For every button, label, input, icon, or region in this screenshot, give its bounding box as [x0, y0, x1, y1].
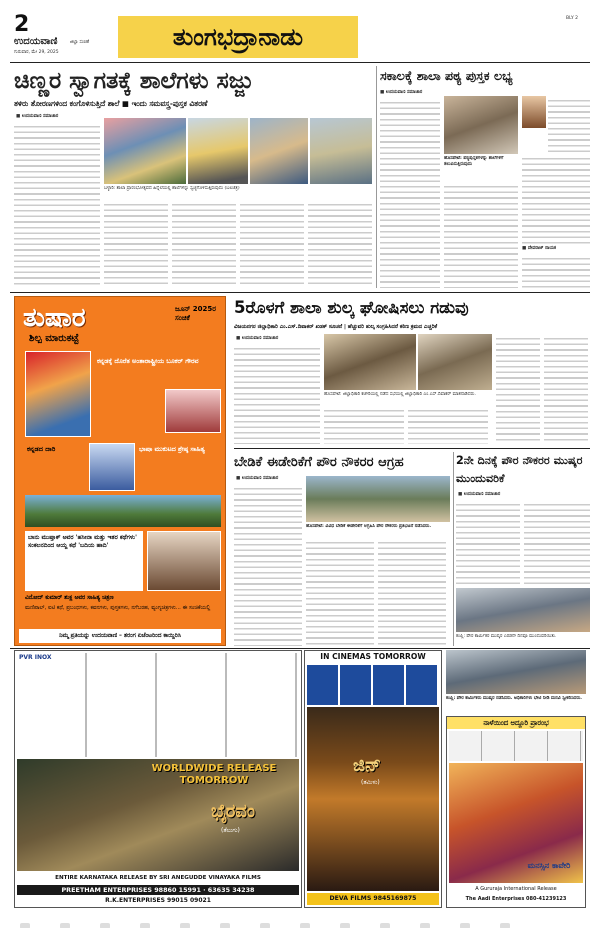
lead-photo-1 [104, 118, 186, 184]
side-body-col3 [522, 154, 590, 244]
side-author: ■ ದೇವರಾಜ್ ನಾಯಕ [522, 246, 557, 251]
ad-theatre-header: PVR INOX [19, 654, 52, 661]
lead-body-col1 [14, 122, 100, 288]
story3-byline: ■ ಉದಯವಾಣಿ ಸಮಾಚಾರ [236, 476, 279, 481]
ad-poster-tag: (ತಮಿಳು) [361, 779, 380, 786]
side-headline: ಸಕಾಲಕ್ಕೆ ಶಾಲಾ ಪಠ್ಯ ಪುಸ್ತಕ ಲಭ್ಯ [380, 68, 513, 83]
promo-landscape [25, 495, 221, 527]
side-body-col4 [522, 254, 590, 288]
right-caption: ಕಂಪ್ಲಿ: ಪೌರ ಕಾರ್ಮಿಕರು ಮುಷ್ಕರ ನಡೆಸಿದರು. ಅಧಿಕಾರಿಗಳು ಭೇಟಿ ನೀಡಿ ಮನವಿ ಸ್ವೀಕರಿಸಿದರು. [446, 696, 582, 701]
section-title: ತುಂಗಭದ್ರಾನಾಡು [172, 23, 304, 51]
promo-point-2: ಕನ್ನಡದ ದಾರಿ [27, 445, 56, 453]
story4-photo [456, 588, 590, 632]
side-photo [444, 96, 518, 154]
ad-cinema-banner: IN CINEMAS TOMORROW [305, 651, 441, 663]
promo-tagline: ಶಿಲ್ಪ ಮಾರುಕಟ್ಟೆ [29, 333, 79, 344]
ad-release-banner: WORLDWIDE RELEASE TOMORROW [151, 763, 277, 786]
side-body-col1 [380, 98, 440, 288]
story2-photo-2 [418, 334, 492, 390]
ad-kaveri [446, 716, 586, 908]
band-rule [10, 292, 590, 293]
promo-inset-photo [165, 389, 221, 433]
page-number: 2 [14, 12, 30, 37]
side-body-col2 [444, 182, 518, 288]
lead-photo-3 [250, 118, 308, 184]
story2-headline: 5ರೊಳಗೆ ಶಾಲಾ ಶುಲ್ಕ ಘೋಷಿಸಲು ಗಡುವು [234, 298, 469, 317]
promo-point-1: ಕನ್ನಡಕ್ಕೆ ದೊರೆತ ಅಂತಾರಾಷ್ಟ್ರೀಯ ಬೂಕರ್ ಗೌರವ [97, 357, 199, 365]
paper-name: ಉದಯವಾಣಿ [14, 36, 58, 47]
promo-point-4: ಬಾನು ಮುಷ್ತಾಕ್ ಅವರ 'ಹಸೀನಾ ಮತ್ತು ಇತರ ಕಥೆಗಳು' ಸಂಕಲನದಿಂದ ಆಯ್ದ ಕಥೆ 'ಬದಿಯ ಹಾದಿ' [25, 531, 143, 591]
ad-distributor: ENTIRE KARNATAKA RELEASE BY SRI ANEGUDDE VINAYAKA FILMS [17, 873, 299, 883]
side-portrait [522, 96, 546, 128]
promo-box [14, 296, 226, 646]
promo-point-5: ವಿನೋದ್ ಕುಮಾರ್ ಶುಕ್ಲ ಅವರ ಸಾಹಿತ್ಯ ಚಿತ್ರಣ [25, 595, 114, 601]
story2-body-col2 [324, 406, 492, 444]
story3-photo [306, 476, 450, 522]
ad-jinn [304, 650, 442, 908]
promo-footer: ನಿಮ್ಮ ಪ್ರತಿಯನ್ನು ಉದಯವಾಣಿ – ತರಂಗ ಏಜೆಂಟರಿಂದ ಕಾಯ್ದಿರಿಸಿ [19, 629, 221, 643]
story4-byline: ■ ಉದಯವಾಣಿ ಸಮಾಚಾರ [458, 492, 501, 497]
promo-point-6: ಮಣಿಪಾಲ್, ಐಟಿ ಕಥೆ, ಪ್ರಬಂಧಗಳು, ಕವನಗಳು, ಪುಸ್ತಕಗಳು, ನಗೆಬರಹ, ವ್ಯಂಗ್ಯಚಿತ್ರಗಳು... ಈ ಸಂಚಿಕೆಯಲ್ಲಿ [25, 605, 211, 611]
ad-movie-lang: (ತೆಲುಗು) [221, 827, 240, 834]
ad-kaveri-title: ಮನಸ್ಸಿನ ಕಾವೇರಿ [527, 861, 571, 870]
story2-body-col3 [496, 334, 590, 444]
lead-caption: ಬಳ್ಳಾರಿ: ಶಾಲಾ ಪ್ರಾರಂಭೋತ್ಸವದ ಹಿನ್ನೆಲೆಯಲ್ಲಿ ಶಾಲೆಗಳನ್ನು ಸ್ವಚ್ಛಗೊಳಿಸುತ್ತಿರುವುದು (ಬಲಚಿತ್ರ) [104, 186, 240, 191]
ad-kaveri-banner: ನಾಳೆಯಿಂದ ಅದ್ದೂರಿ ಪ್ರಾರಂಭ [447, 717, 585, 729]
story2-byline: ■ ಉದಯವಾಣಿ ಸಮಾಚಾರ [236, 336, 279, 341]
ad-movie-title: ಭೈರವಂ [211, 801, 255, 822]
ad-poster [307, 707, 439, 891]
ad-cinema-grid [307, 665, 439, 705]
promo-issue: ಜೂನ್ 2025ರ ಸಂಚಿಕೆ [175, 305, 216, 322]
ad-theatre-grid [17, 653, 299, 757]
side-caption: ಹೊಸಪೇಟೆ: ಪಠ್ಯಪುಸ್ತಕಗಳನ್ನು ಶಾಲೆಗಳಿಗೆ ತಲುಪಿಸುತ್ತಿರುವುದು [444, 156, 504, 167]
ad-kaveri-grid [449, 731, 583, 761]
story4-body-col1 [456, 500, 520, 584]
story2-photo-1 [324, 334, 416, 390]
right-photo [446, 650, 586, 694]
promo-cover [25, 351, 91, 437]
lead-photo-4 [310, 118, 372, 184]
issue-date: ಗುರುವಾರ, ಮೇ 29, 2025 [14, 50, 59, 55]
band-rule-2 [234, 448, 590, 449]
story3-body-col2 [306, 538, 450, 646]
lead-photo-2 [188, 118, 248, 184]
story2-subhead: ವಿಜಯನಗರ ಜಿಲ್ಲಾಧಿಕಾರಿ ಎಂ.ಎಸ್.ದಿವಾಕರ್ ಖಡಕ್ ಸೂಚನೆ | ಹೆಚ್ಚುವರಿ ಶುಲ್ಕ ಸಂಗ್ರಹಿಸಿದರೆ ಕಠಿಣ ಕ್ರಮದ ಎಚ್ಚರಿಕೆ [234, 324, 438, 330]
ad-kaveri-contact: The Aadi Enterprises 080-41239123 [465, 896, 567, 902]
column-divider [376, 66, 377, 288]
promo-point-3: ಭಾಷಾ ಮುಕುಟದ ಶ್ರೇಷ್ಠ ಸಾಹಿತ್ಯ [139, 445, 205, 453]
promo-inset-photo-2 [89, 443, 135, 491]
paper-tag: ಜಿಲ್ಲಾ ಸಂಚಿಕೆ [70, 40, 90, 45]
promo-brand: ತುಷಾರ [23, 303, 86, 333]
masthead-rule [10, 62, 590, 63]
ad-contact-2: R.K.ENTERPRISES 99015 09021 [105, 897, 211, 904]
ad-kaveri-foot: A Gururaja International Release [475, 886, 557, 892]
edition-code: BLY 2 [566, 16, 579, 21]
lead-byline: ■ ಉದಯವಾಣಿ ಸಮಾಚಾರ [16, 114, 59, 119]
story4-body-col2 [524, 500, 590, 584]
promo-author-photo [147, 531, 221, 591]
ad-contact: PREETHAM ENTERPRISES 98860 15991 · 63635 34238 [17, 885, 299, 895]
ad-poster-title: ಜಿನ್ [353, 755, 381, 776]
story4-caption: ಕಂಪ್ಲಿ: ಪೌರ ಕಾರ್ಮಿಕರ ಮುಷ್ಕರ ಎರಡನೇ ದಿನವೂ ಮುಂದುವರಿಯಿತು. [456, 634, 557, 639]
side-byline: ■ ಉದಯವಾಣಿ ಸಮಾಚಾರ [380, 90, 423, 95]
story3-caption: ಹೊಸಪೇಟೆ: ವಿವಿಧ ಬೇಡಿಕೆ ಈಡೇರಿಕೆಗೆ ಆಗ್ರಹಿಸಿ ಪೌರ ನೌಕರರು ಪ್ರತಿಭಟನೆ ನಡೆಸಿದರು. [306, 524, 432, 529]
registration-marks [20, 914, 580, 922]
lead-headline: ಚಿಣ್ಣರ ಸ್ವಾಗತಕ್ಕೆ ಶಾಲೆಗಳು ಸಜ್ಜು [14, 68, 254, 94]
ad-bhairavam [14, 650, 302, 908]
story3-headline: ಬೇಡಿಕೆ ಈಡೇರಿಕೆಗೆ ಪೌರ ನೌಕರರ ಆಗ್ರಹ [234, 455, 404, 470]
ad-poster-dist: DEVA FILMS 9845169875 [307, 893, 439, 905]
story2-caption: ಹೊಸಪೇಟೆ: ಜಿಲ್ಲಾಧಿಕಾರಿ ಕಚೇರಿಯಲ್ಲಿ ನಡೆದ ಸಭೆಯಲ್ಲಿ ಜಿಲ್ಲಾಧಿಕಾರಿ ಎಂ.ಎಸ್.ದಿವಾಕರ್ ಮಾತನಾಡಿದರು. [324, 392, 476, 397]
story4-headline: 2ನೇ ದಿನಕ್ಕೆ ಪೌರ ನೌಕರರ ಮುಷ್ಕರ ಮುಂದುವರಿಕೆ [456, 454, 583, 485]
side-quote [548, 96, 590, 152]
story2-body-col1 [234, 344, 320, 444]
lead-body-cols [104, 200, 372, 288]
story3-body-col1 [234, 484, 302, 646]
lead-subhead: ತಳಿರು ತೋರಣಗಳಿಂದ ಕಂಗೊಳಿಸುತ್ತಿದೆ ಶಾಲೆ ■ ಇಂದು ಸಮವಸ್ತ್ರ-ಪುಸ್ತಕ ವಿತರಣೆ [14, 99, 208, 108]
column-divider-2 [453, 452, 454, 646]
section-banner [118, 16, 358, 58]
ads-rule [10, 648, 590, 649]
